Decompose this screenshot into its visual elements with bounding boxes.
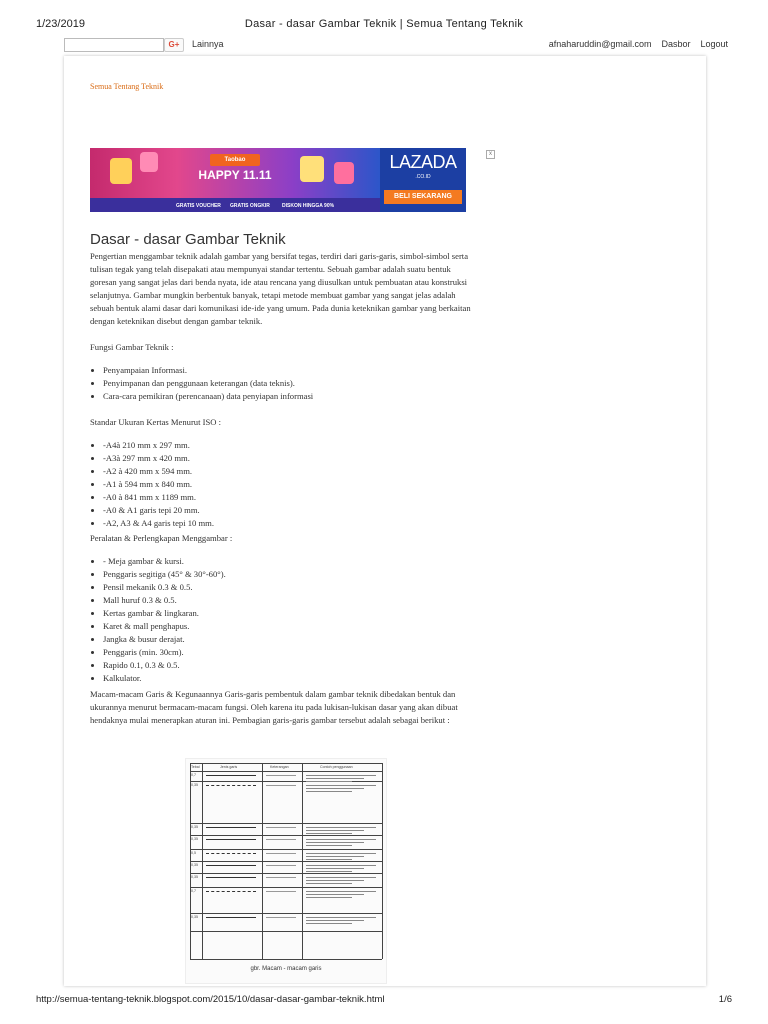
google-plus-button[interactable]: G+ [164, 38, 184, 52]
line-types-table [190, 763, 382, 959]
line-sample [306, 778, 364, 779]
ad-voucher-strip [90, 198, 380, 212]
list-item: • -A0 à 841 mm x 1189 mm. [103, 491, 474, 504]
line-sample [306, 853, 376, 854]
peralatan-heading: Peralatan & Perlengkapan Menggambar : [90, 533, 233, 543]
line-sample [206, 853, 256, 854]
fungsi-list [90, 364, 474, 403]
lazada-domain: .CO.ID [415, 174, 431, 180]
line-sample [306, 897, 352, 898]
search-input[interactable] [64, 38, 164, 52]
list-item: • Penggaris segitiga (45° & 30°-60°). [103, 568, 474, 581]
line-sample [306, 868, 364, 869]
thickness-label: 0,7 [191, 889, 196, 893]
table-rule [190, 763, 382, 764]
table-rule [202, 763, 203, 959]
line-sample [306, 781, 352, 782]
line-sample [306, 833, 352, 834]
list-item: • Kalkulator. [103, 672, 474, 685]
line-sample [306, 856, 364, 857]
list-item: • -A2 à 420 mm x 594 mm. [103, 465, 474, 478]
kertas-list [90, 439, 474, 530]
ad-voucher-1: GRATIS VOUCHER [176, 203, 221, 209]
line-sample [306, 871, 352, 872]
line-sample [266, 891, 296, 892]
line-sample [306, 785, 376, 786]
thickness-label: 0,35 [191, 915, 198, 919]
list-item: • Jangka & busur derajat. [103, 633, 474, 646]
list-item: • -A4à 210 mm x 297 mm. [103, 439, 474, 452]
ad-image-left [90, 148, 380, 212]
page-number: 1/6 [718, 994, 732, 1005]
line-sample [306, 775, 376, 776]
table-rule [190, 781, 382, 782]
line-sample [206, 785, 256, 786]
line-sample [306, 827, 376, 828]
thickness-label: 0,35 [191, 825, 198, 829]
lazada-logo: LAZADA [389, 152, 457, 172]
line-sample [306, 859, 352, 860]
gift-box-icon [140, 152, 158, 172]
figure-caption: gbr. Macam - macam garis [250, 966, 322, 972]
line-sample [306, 839, 376, 840]
line-sample [306, 877, 376, 878]
line-sample [206, 877, 256, 878]
line-sample [266, 877, 296, 878]
peralatan-list [90, 555, 474, 685]
line-sample [266, 827, 296, 828]
gift-box-icon [300, 156, 324, 182]
line-sample [266, 865, 296, 866]
thickness-label: 0,35 [191, 783, 198, 787]
table-header-cell: Jenis garis [220, 765, 238, 769]
blogger-navbar [0, 34, 768, 56]
line-sample [306, 891, 376, 892]
post-title: Dasar - dasar Gambar Teknik [90, 231, 286, 248]
list-item: • Rapido 0.1, 0.3 & 0.5. [103, 659, 474, 672]
taobao-badge: Taobao [210, 154, 260, 166]
ad-close-icon[interactable]: x [486, 150, 495, 159]
fungsi-heading: Fungsi Gambar Teknik : [90, 342, 174, 352]
list-item: • Mall huruf 0.3 & 0.5. [103, 594, 474, 607]
list-item: • Penyimpanan dan penggunaan keterangan (data teknis). [103, 377, 474, 390]
thickness-label: 0,7 [191, 773, 196, 777]
thickness-label: 0,5 [191, 851, 196, 855]
line-sample [206, 865, 256, 866]
blog-title-link[interactable]: Semua Tentang Teknik [90, 82, 164, 91]
account-links [549, 39, 728, 49]
line-sample [206, 775, 256, 776]
ad-image-right [380, 148, 466, 212]
table-rule [190, 763, 191, 959]
table-rule [190, 771, 382, 772]
list-item: • -A0 & A1 garis tepi 20 mm. [103, 504, 474, 517]
thickness-label: 0,35 [191, 875, 198, 879]
line-sample [306, 845, 352, 846]
thickness-label: 0,35 [191, 837, 198, 841]
line-sample [206, 827, 256, 828]
print-page-title: Dasar - dasar Gambar Teknik | Semua Tentang Teknik [244, 18, 524, 30]
line-sample [266, 853, 296, 854]
line-sample [206, 891, 256, 892]
post-body [90, 250, 474, 727]
line-sample [206, 839, 256, 840]
table-header-cell: Tebal [191, 765, 200, 769]
line-sample [306, 865, 376, 866]
table-rule [382, 763, 383, 959]
list-item: • Kertas gambar & lingkaran. [103, 607, 474, 620]
table-header-cell: Keterangan [270, 765, 289, 769]
list-item: • -A1 à 594 mm x 840 mm. [103, 478, 474, 491]
line-sample [306, 791, 352, 792]
intro-paragraph: Pengertian menggambar teknik adalah gambar yang bersifat tegas, terdiri dari garis-garis, simbol-simbol serta tulisan tegak yang telah disepakati atau mempunyai standar tertentu. Sebuah gambar adalah suatu bentuk goresan yang sangat jelas dari benda nyata, ide atau rencana yang diusulkan untuk pembuatan atau konstruksi selanjutnya. Gambar mungkin berbentuk banyak, tetapi metode membuat gambar yang sangat jelas adalah sebuah bentuk alami dasar dari komunikasi ide-ide yang umum. Pada dunia keteknikan gambar yang berkaitan dengan keteknikan disebut dengan gambar teknik. [90, 251, 471, 326]
print-header [0, 0, 768, 34]
list-item: • - Meja gambar & kursi. [103, 555, 474, 568]
line-types-figure [185, 758, 387, 984]
line-sample [306, 917, 376, 918]
list-item: • Penyampaian Informasi. [103, 364, 474, 377]
dashboard-link[interactable]: Dasbor [661, 39, 691, 49]
table-rule [262, 763, 263, 959]
thickness-label: 0,35 [191, 863, 198, 867]
user-email[interactable]: afnaharuddin@gmail.com [548, 39, 652, 49]
ad-happy-label: HAPPY 11.11 [198, 168, 272, 182]
table-rule [190, 849, 382, 850]
line-sample [306, 880, 364, 881]
list-item: • -A3à 297 mm x 420 mm. [103, 452, 474, 465]
table-rule [302, 763, 303, 959]
line-sample [306, 923, 352, 924]
buy-now-button[interactable]: BELI SEKARANG [384, 190, 462, 204]
list-item: • Cara-cara pemikiran (perencanaan) data penyiapan informasi [103, 390, 474, 403]
list-item: • Pensil mekanik 0.3 & 0.5. [103, 581, 474, 594]
line-sample [306, 842, 364, 843]
list-item: • Penggaris (min. 30cm). [103, 646, 474, 659]
table-rule [190, 873, 382, 874]
list-item: • -A2, A3 & A4 garis tepi 10 mm. [103, 517, 474, 530]
more-link[interactable]: Lainnya [192, 39, 224, 49]
lazada-ad-banner[interactable] [90, 148, 466, 212]
table-rule [190, 931, 382, 932]
line-sample [306, 883, 352, 884]
gift-box-icon [110, 158, 132, 184]
print-date: 1/23/2019 [36, 18, 85, 30]
gift-box-icon [334, 162, 354, 184]
table-rule [190, 887, 382, 888]
ad-voucher-3: DISKON HINGGA 90% [282, 203, 335, 209]
line-sample [266, 785, 296, 786]
table-rule [190, 959, 382, 960]
list-item: • Karet & mall penghapus. [103, 620, 474, 633]
line-sample [266, 839, 296, 840]
line-sample [266, 917, 296, 918]
line-sample [306, 894, 364, 895]
table-rule [190, 835, 382, 836]
kertas-heading: Standar Ukuran Kertas Menurut ISO : [90, 417, 222, 427]
line-sample [306, 830, 364, 831]
line-sample [266, 775, 296, 776]
line-sample [206, 917, 256, 918]
table-rule [190, 823, 382, 824]
line-sample [306, 788, 364, 789]
ad-voucher-2: GRATIS ONGKIR [230, 203, 270, 209]
table-rule [190, 861, 382, 862]
table-rule [190, 913, 382, 914]
page-url: http://semua-tentang-teknik.blogspot.com/2015/10/dasar-dasar-gambar-teknik.html [36, 994, 385, 1005]
line-sample [306, 920, 364, 921]
logout-link[interactable]: Logout [700, 39, 728, 49]
garis-paragraph: Macam-macam Garis & Kegunaannya Garis-garis pembentuk dalam gambar teknik dibedakan bentuk dan ukurannya menurut bermacam-macam fungsi. Oleh karena itu pada lukisan-lukisan dasar yang akan dibuat hendaknya mulai menerapkan aturan ini. Pembagian garis-garis gambar tersebut adalah sebagai berikut : [90, 689, 458, 725]
table-header-cell: Contoh penggunaan [320, 765, 353, 769]
